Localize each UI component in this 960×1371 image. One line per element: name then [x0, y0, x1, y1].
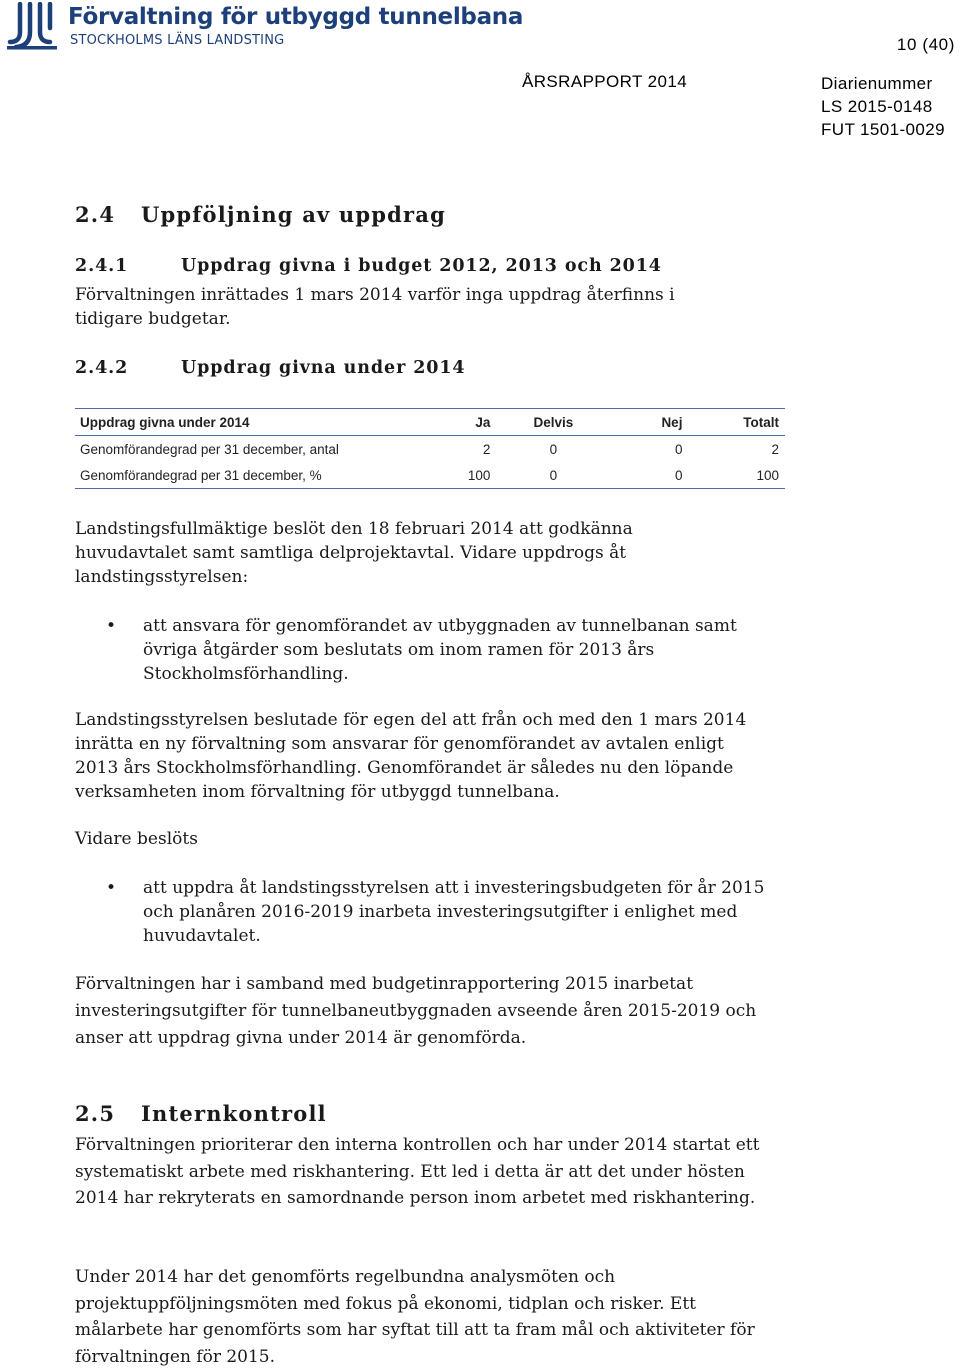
- table-cell: 0: [612, 462, 689, 489]
- section-heading-2-4: [75, 202, 446, 227]
- report-label: ÅRSRAPPORT 2014: [522, 72, 688, 91]
- paragraph-meetings: Under 2014 har det genomförts regelbundna analysmöten och projektuppföljningsmöten med fokus på ekonomi, tidplan och risker. Ett målarbete har genomförts som har syftat till att ta fram mål och aktiviteter för förvaltningen för 2015.: [75, 1267, 755, 1367]
- section-heading-2-4-1: [75, 256, 662, 276]
- table-row: [75, 462, 785, 489]
- sll-logo-icon: [6, 2, 58, 50]
- section-number: 2.4.1: [75, 256, 129, 276]
- section-heading-2-5: [75, 1101, 327, 1126]
- column-header: Nej: [612, 409, 689, 436]
- list-item-text: att uppdra åt landstingsstyrelsen att i investeringsbudgeten för år 2015 och planåren 2016-2019 inarbeta investeringsutgifter i enlighet med huvudavtalet.: [143, 878, 765, 946]
- table-cell: 100: [688, 462, 785, 489]
- bullet-icon: •: [106, 616, 117, 636]
- section-title: Uppdrag givna i budget 2012, 2013 och 2014: [181, 256, 662, 276]
- section-heading-2-4-2: [75, 358, 466, 378]
- paragraph-2-4-1: Förvaltningen inrättades 1 mars 2014 varför inga uppdrag återfinns i tidigare budgetar.: [75, 285, 675, 329]
- diarie-number-ls: LS 2015-0148: [821, 97, 933, 116]
- column-header: Totalt: [688, 409, 785, 436]
- column-header: Uppdrag givna under 2014: [75, 409, 447, 436]
- table-cell: 0: [674, 441, 683, 457]
- section-number: 2.4.2: [75, 358, 129, 378]
- list-item-text: att ansvara för genomförandet av utbyggnaden av tunnelbanan samt övriga åtgärder som beslutats om inom ramen för 2013 års Stockholmsförhandling.: [143, 616, 737, 684]
- table-cell: Genomförandegrad per 31 december, antal: [80, 441, 339, 457]
- page-number: 10 (40): [896, 35, 955, 54]
- table-cell: 2: [482, 441, 491, 457]
- section-number: 2.5: [75, 1101, 116, 1126]
- section-title: Uppföljning av uppdrag: [141, 202, 446, 227]
- section-title: Uppdrag givna under 2014: [181, 358, 466, 378]
- table-cell: Genomförandegrad per 31 december, %: [75, 462, 447, 489]
- section-title: Internkontroll: [141, 1101, 327, 1126]
- assignments-table: [75, 408, 785, 489]
- column-header: Ja: [447, 409, 497, 436]
- bullet-icon: •: [106, 878, 117, 898]
- table-header-row: [75, 409, 785, 436]
- table-cell: 2: [771, 441, 779, 457]
- table-cell: 100: [447, 462, 497, 489]
- paragraph-budget-reporting: Förvaltningen har i samband med budgetinrapportering 2015 inarbetat investeringsutgifter för tunnelbaneutbyggnaden avseende åren 2015-2019 och anser att uppdrag givna under 2014 är genomförda.: [75, 974, 757, 1048]
- paragraph-decision: Landstingsfullmäktige beslöt den 18 februari 2014 att godkänna huvudavtalet samt samtliga delprojektavtal. Vidare uppdrogs åt landstingsstyrelsen:: [75, 519, 633, 587]
- table-cell: 0: [496, 462, 611, 489]
- column-header: Delvis: [496, 409, 611, 436]
- diarie-number-fut: FUT 1501-0029: [821, 120, 945, 139]
- table-row: [75, 436, 785, 463]
- org-subtitle: STOCKHOLMS LÄNS LANDSTING: [70, 33, 285, 48]
- org-title: Förvaltning för utbyggd tunnelbana: [68, 4, 524, 30]
- paragraph-further-decided: Vidare beslöts: [75, 829, 198, 849]
- section-number: 2.4: [75, 202, 116, 227]
- diarie-block: [821, 72, 945, 141]
- paragraph-internal-control: Förvaltningen prioriterar den interna kontrollen och har under 2014 startat ett systematiskt arbete med riskhantering. Ett led i detta är att det under hösten 2014 har rekryterats en samordnande person inom arbetet med riskhantering.: [75, 1135, 760, 1208]
- diarie-label: Diarienummer: [821, 74, 933, 93]
- paragraph-new-administration: Landstingsstyrelsen beslutade för egen del att från och med den 1 mars 2014 inrätta en ny förvaltning som ansvarar för genomförandet av avtalen enligt 2013 års Stockholmsförhandling. Genomförandet är således nu den löpande verksamheten inom förvaltning för utbyggd tunnelbana.: [75, 710, 747, 802]
- table-cell: 0: [549, 441, 558, 457]
